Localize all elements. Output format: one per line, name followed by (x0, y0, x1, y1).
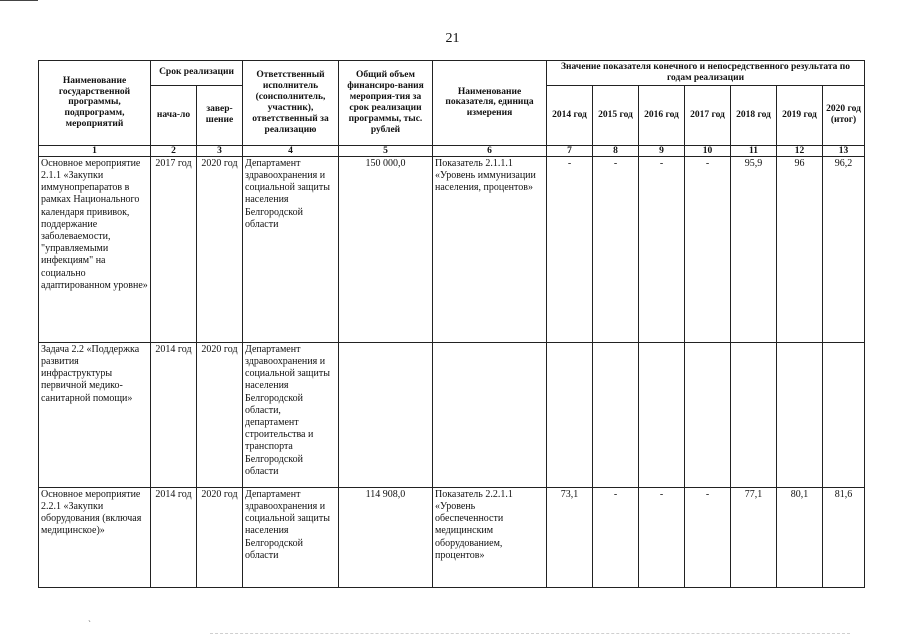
value-2018: 95,9 (731, 156, 777, 342)
table-row (39, 487, 865, 587)
funding-cell (339, 342, 433, 487)
value-2018 (731, 342, 777, 487)
start-cell: 2014 год (151, 487, 197, 587)
column-number: 6 (433, 145, 547, 156)
table-row (39, 156, 865, 342)
value-2017: - (685, 156, 731, 342)
program-name-cell: Задача 2.2 «Поддержка развития инфраструктуры первичной медико-санитарной помощи» (39, 342, 151, 487)
header-indicator: Наименование показателя, единица измерения (433, 61, 547, 146)
column-number-row (39, 145, 865, 156)
value-2019 (777, 342, 823, 487)
value-2014: 73,1 (547, 487, 593, 587)
value-2016 (639, 342, 685, 487)
responsible-cell: Департамент здравоохранения и социальной защиты населения Белгородской области (243, 156, 339, 342)
value-2020: 81,6 (823, 487, 865, 587)
program-name-cell: Основное мероприятие 2.1.1 «Закупки иммунопрепаратов в рамках Национального календаря прививок, поддержание заболеваемости, "управляемыми инфекциям" на социально адаптированном уровне» (39, 156, 151, 342)
indicator-cell (433, 342, 547, 487)
page-number: 21 (445, 31, 460, 46)
end-cell: 2020 год (197, 156, 243, 342)
scan-mark-top-left (0, 0, 38, 3)
column-number: 7 (547, 145, 593, 156)
indicator-cell: Показатель 2.1.1.1 «Уровень иммунизации населения, процентов» (433, 156, 547, 342)
responsible-cell: Департамент здравоохранения и социальной защиты населения Белгородской области (243, 487, 339, 587)
header-year-2016: 2016 год (639, 85, 685, 145)
end-cell: 2020 год (197, 487, 243, 587)
start-cell: 2017 год (151, 156, 197, 342)
column-number: 1 (39, 145, 151, 156)
value-2015 (593, 342, 639, 487)
header-values-group: Значение показателя конечного и непосредственного результата по годам реализации (547, 61, 865, 86)
funding-cell: 150 000,0 (339, 156, 433, 342)
header-year-2015: 2015 год (593, 85, 639, 145)
header-year-2020: 2020 год (итог) (823, 85, 865, 145)
funding-cell: 114 908,0 (339, 487, 433, 587)
column-number: 4 (243, 145, 339, 156)
table-row (39, 342, 865, 487)
header-responsible: Ответственный исполнитель (соисполнитель, участник), ответственный за реализацию (243, 61, 339, 146)
start-cell: 2014 год (151, 342, 197, 487)
header-year-2014: 2014 год (547, 85, 593, 145)
header-year-2018: 2018 год (731, 85, 777, 145)
value-2019: 96 (777, 156, 823, 342)
value-2016: - (639, 156, 685, 342)
column-number: 11 (731, 145, 777, 156)
value-2020: 96,2 (823, 156, 865, 342)
header-end: завер-шение (197, 85, 243, 145)
column-number: 10 (685, 145, 731, 156)
value-2015: - (593, 156, 639, 342)
header-funding: Общий объем финансиро-вания мероприя-тия за срок реализации программы, тыс. рублей (339, 61, 433, 146)
column-number: 5 (339, 145, 433, 156)
value-2017: - (685, 487, 731, 587)
column-number: 2 (151, 145, 197, 156)
header-year-2019: 2019 год (777, 85, 823, 145)
column-number: 9 (639, 145, 685, 156)
value-2019: 80,1 (777, 487, 823, 587)
program-table (38, 60, 865, 588)
value-2020 (823, 342, 865, 487)
header-year-2017: 2017 год (685, 85, 731, 145)
column-number: 13 (823, 145, 865, 156)
header-program-name: Наименование государственной программы, подпрограмм, мероприятий (39, 61, 151, 146)
program-name-cell: Основное мероприятие 2.2.1 «Закупки оборудования (включая медицинское)» (39, 487, 151, 587)
value-2014: - (547, 156, 593, 342)
responsible-cell: Департамент здравоохранения и социальной защиты населения Белгородской области, департамент строительства и транспорта Белгородской области (243, 342, 339, 487)
scan-noise-line (210, 633, 850, 634)
value-2017 (685, 342, 731, 487)
value-2014 (547, 342, 593, 487)
column-number: 3 (197, 145, 243, 156)
value-2015: - (593, 487, 639, 587)
scan-speck: ˎ (88, 612, 91, 622)
end-cell: 2020 год (197, 342, 243, 487)
header-start: нача-ло (151, 85, 197, 145)
value-2018: 77,1 (731, 487, 777, 587)
value-2016: - (639, 487, 685, 587)
column-number: 8 (593, 145, 639, 156)
indicator-cell: Показатель 2.2.1.1 «Уровень обеспеченности медицинским оборудованием, процентов» (433, 487, 547, 587)
column-number: 12 (777, 145, 823, 156)
header-term: Срок реализации (151, 61, 243, 86)
